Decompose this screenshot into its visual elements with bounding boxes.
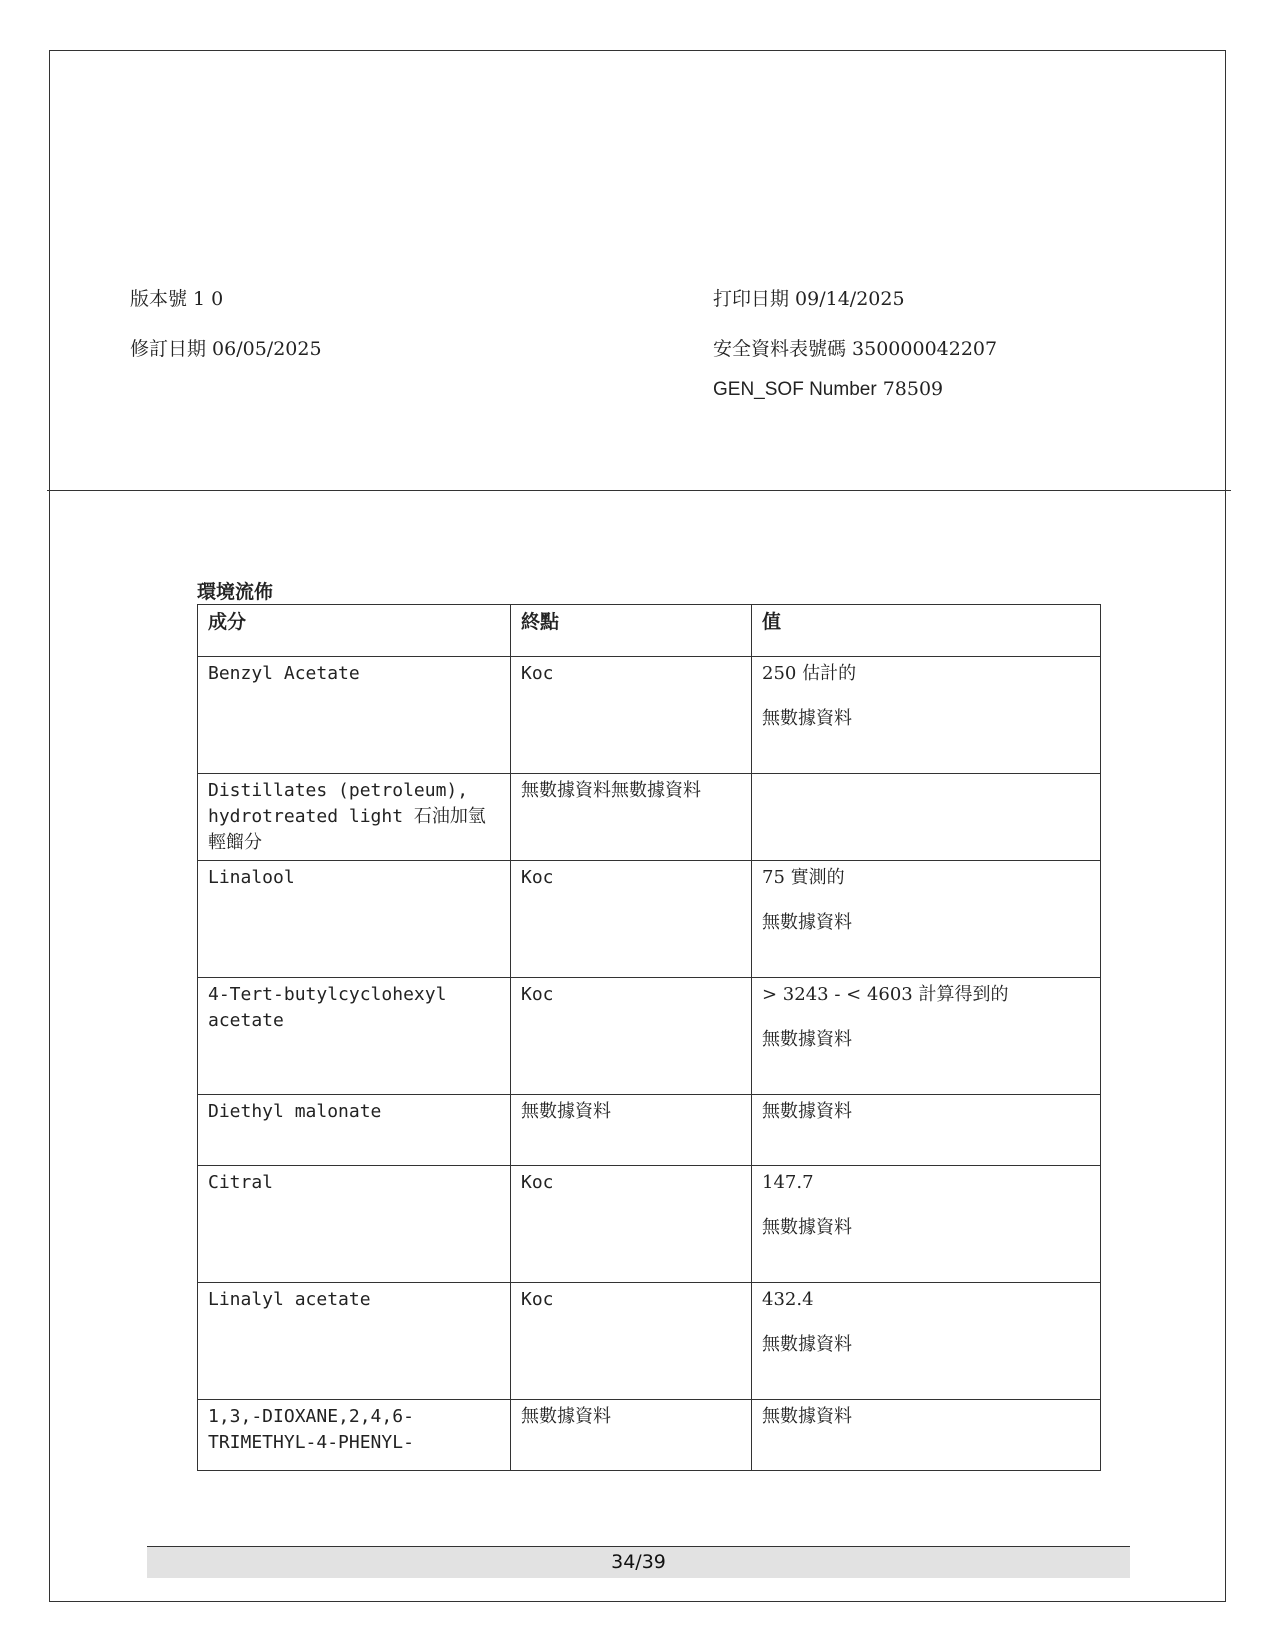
revision-date: 修訂日期 06/05/2025 xyxy=(130,338,322,360)
component-cell: Citral xyxy=(208,1172,274,1193)
endpoint-cell: Koc xyxy=(521,984,554,1005)
table-row xyxy=(198,774,1101,861)
sds-number: 安全資料表號碼 350000042207 xyxy=(713,338,998,360)
endpoint-cell: 無數據資料無數據資料 xyxy=(521,780,701,801)
print-date: 打印日期 09/14/2025 xyxy=(713,288,905,310)
value-note: 無數據資料 xyxy=(762,1217,852,1238)
value-cell: 75 實測的 xyxy=(762,867,845,888)
value-cell: 147.7 xyxy=(762,1172,814,1193)
page-number: 34/39 xyxy=(611,1551,666,1573)
column-header-value: 值 xyxy=(752,605,1101,657)
section-title: 環境流佈 xyxy=(197,581,274,603)
component-cell: Diethyl malonate xyxy=(208,1101,382,1122)
column-header-endpoint: 終點 xyxy=(511,605,752,657)
header-divider xyxy=(47,490,1231,491)
table-row xyxy=(198,1166,1101,1283)
value-cell: 432.4 xyxy=(762,1289,814,1310)
column-header-component: 成分 xyxy=(198,605,511,657)
component-cell: Distillates (petroleum), hydrotreated light 石油加氫輕餾分 xyxy=(208,780,486,853)
table-header-row xyxy=(198,605,1101,657)
component-cell: 1,3,-DIOXANE,2,4,6-TRIMETHYL-4-PHENYL- xyxy=(208,1406,414,1453)
value-note: 無數據資料 xyxy=(762,1334,852,1355)
endpoint-cell: Koc xyxy=(521,1172,554,1193)
page-footer xyxy=(147,1546,1130,1578)
gen-sof-number xyxy=(713,378,943,401)
component-cell: Linalyl acetate xyxy=(208,1289,371,1310)
endpoint-cell: 無數據資料 xyxy=(521,1101,611,1122)
table-row xyxy=(198,657,1101,774)
component-cell: Benzyl Acetate xyxy=(208,663,360,684)
endpoint-cell: Koc xyxy=(521,663,554,684)
gen-sof-label: GEN_SOF Number xyxy=(713,379,877,400)
environmental-distribution-table xyxy=(197,604,1101,1471)
endpoint-cell: Koc xyxy=(521,867,554,888)
value-cell: > 3243 - < 4603 計算得到的 xyxy=(762,984,1009,1005)
endpoint-cell: 無數據資料 xyxy=(521,1406,611,1427)
value-cell: 無數據資料 xyxy=(762,1406,852,1427)
value-note: 無數據資料 xyxy=(762,912,852,933)
component-cell: Linalool xyxy=(208,867,295,888)
gen-sof-value: 78509 xyxy=(882,378,944,400)
version-number: 版本號 1 0 xyxy=(130,288,224,310)
component-cell: 4-Tert-butylcyclohexyl acetate xyxy=(208,984,447,1031)
endpoint-cell: Koc xyxy=(521,1289,554,1310)
value-cell: 250 估計的 xyxy=(762,663,857,684)
table-row xyxy=(198,1283,1101,1400)
value-note: 無數據資料 xyxy=(762,1029,852,1050)
table-row xyxy=(198,1095,1101,1166)
value-note: 無數據資料 xyxy=(762,708,852,729)
table-row xyxy=(198,1400,1101,1471)
table-row xyxy=(198,978,1101,1095)
table-row xyxy=(198,861,1101,978)
value-cell: 無數據資料 xyxy=(762,1101,852,1122)
